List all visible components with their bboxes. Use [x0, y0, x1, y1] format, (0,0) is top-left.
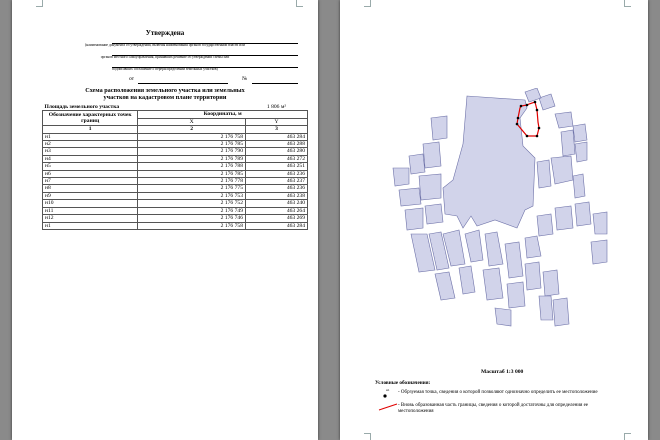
parcel-polygon — [483, 268, 503, 300]
parcel-polygon — [555, 206, 573, 230]
cadastral-map — [375, 88, 623, 350]
cell-n: н9 — [43, 192, 138, 199]
cell-y: 463 238 — [246, 192, 308, 199]
scheme-title-line-1: Схема расположения земельного участка или земельных — [85, 87, 245, 94]
cell-y: 463 236 — [246, 185, 308, 192]
parcel-polygon — [573, 174, 585, 198]
cell-n: н3 — [43, 148, 138, 155]
boundary-vertex — [536, 135, 539, 138]
parcel-polygon — [425, 204, 443, 224]
parcel-polygon — [525, 236, 541, 258]
cell-n: н8 — [43, 185, 138, 192]
col-num-3: 3 — [246, 126, 308, 133]
table-row — [43, 141, 308, 148]
table-number-row — [43, 126, 308, 133]
number-label: № — [242, 76, 248, 82]
cell-x: 2 176 778 — [138, 178, 246, 185]
boundary-vertex — [536, 109, 539, 112]
table-row — [43, 215, 308, 222]
table-row — [43, 185, 308, 192]
cell-y: 463 288 — [246, 141, 308, 148]
col-y-header: Y — [246, 118, 308, 125]
cell-n: н6 — [43, 170, 138, 177]
table-row — [43, 170, 308, 177]
table-row — [43, 192, 308, 199]
cell-n: н10 — [43, 200, 138, 207]
area-value: 1 806 м² — [266, 104, 287, 110]
parcel-polygon — [431, 116, 447, 140]
parcel-polygon — [409, 154, 425, 174]
parcel-polygon — [575, 202, 591, 226]
cell-y: 463 284 — [246, 222, 308, 229]
table-row — [43, 133, 308, 140]
cell-y: 463 269 — [246, 215, 308, 222]
crop-mark — [296, 0, 303, 7]
table-row — [43, 200, 308, 207]
boundary-vertex — [516, 123, 519, 126]
cell-y: 463 264 — [246, 207, 308, 214]
parcel-polygon — [591, 240, 607, 264]
cell-x: 2 176 749 — [138, 207, 246, 214]
legend-line-text-1: - Вновь образованная часть границы, сведения о которой достаточны для определения ее — [398, 403, 589, 408]
cell-y: 463 240 — [246, 200, 308, 207]
boundary-vertex — [538, 127, 541, 130]
parcel-polygon — [459, 266, 475, 294]
approval-title: Утверждена — [145, 29, 185, 37]
cell-y: 463 237 — [246, 178, 308, 185]
cell-x: 2 176 752 — [138, 200, 246, 207]
cell-n: н1 — [43, 133, 138, 140]
boundary-vertex — [534, 101, 537, 104]
crop-mark — [364, 0, 371, 7]
parcel-polygon — [505, 242, 523, 278]
cell-x: 2 176 785 — [138, 141, 246, 148]
table-row — [43, 148, 308, 155]
boundary-vertex — [526, 135, 529, 138]
date-field-line — [138, 83, 228, 84]
parcel-polygon — [575, 142, 587, 162]
table-row — [43, 163, 308, 170]
parcel-polygon — [543, 270, 559, 296]
cell-y: 463 272 — [246, 155, 308, 162]
table-row — [43, 207, 308, 214]
cell-n: н12 — [43, 215, 138, 222]
number-field-line — [252, 83, 298, 84]
crop-mark — [624, 0, 631, 7]
scheme-title-line-2: участков на кадастровом плане территории — [103, 94, 227, 101]
crop-mark — [36, 0, 43, 7]
coordinates-table — [42, 104, 308, 230]
cell-y: 463 280 — [246, 148, 308, 155]
cell-x: 2 176 753 — [138, 192, 246, 199]
parcel-polygon — [485, 232, 503, 266]
parcel-polygon — [423, 142, 441, 168]
cell-n: н11 — [43, 207, 138, 214]
legend-line-icon — [378, 402, 398, 412]
document-page-left — [12, 0, 318, 440]
cell-y: 463 284 — [246, 133, 308, 140]
parcel-polygon — [435, 272, 455, 300]
parcel-polygon — [405, 208, 423, 230]
cell-n: н2 — [43, 141, 138, 148]
parcel-polygon — [537, 214, 553, 236]
cell-x: 2 176 746 — [138, 215, 246, 222]
legend-point-label: н1 — [386, 388, 390, 392]
col-x-header: X — [138, 118, 246, 125]
parcel-polygon — [551, 156, 573, 184]
table-row — [43, 155, 308, 162]
approval-note-3: подписавших соглашение о перераспределении земельных участков) — [112, 67, 218, 71]
cell-n: н1 — [43, 222, 138, 229]
parcel-polygon — [593, 212, 607, 234]
legend-point-text: - Обрзуемая точка, сведения о которой позволяют однозначно определить ее местоположение — [398, 390, 598, 395]
cell-x: 2 176 758 — [138, 222, 246, 229]
cell-n: н7 — [43, 178, 138, 185]
cell-y: 463 236 — [246, 170, 308, 177]
parcel-polygon — [465, 230, 483, 262]
table-header-row — [43, 111, 308, 118]
map-scale: Масштаб 1:3 000 — [481, 369, 524, 375]
cell-x: 2 176 788 — [138, 163, 246, 170]
date-label: от — [129, 76, 135, 82]
approval-note-1: (наименование документа об утверждении, включая наименования органов государственной власти или — [85, 43, 245, 47]
parcel-polygon — [573, 124, 587, 142]
parcel-polygon — [539, 94, 555, 110]
boundary-vertex — [517, 117, 520, 120]
table-row — [43, 222, 308, 229]
cell-y: 463 251 — [246, 163, 308, 170]
cell-x: 2 176 789 — [138, 155, 246, 162]
cell-n: н4 — [43, 155, 138, 162]
parcel-polygon — [525, 88, 541, 102]
crop-mark — [364, 433, 371, 440]
area-label: Площадь земельного участка — [44, 104, 120, 110]
parcel-polygon — [555, 112, 573, 128]
parcel-polygon — [495, 308, 511, 326]
parcel-polygon — [507, 282, 525, 308]
legend-line-text-2: местоположения — [398, 409, 434, 414]
cell-x: 2 176 775 — [138, 185, 246, 192]
col-num-2: 2 — [138, 126, 246, 133]
col-coords-header: Координаты, м — [138, 111, 308, 118]
boundary-vertex — [526, 104, 529, 107]
cell-x: 2 176 790 — [138, 148, 246, 155]
parcel-polygon — [537, 160, 551, 188]
parcel-group — [393, 88, 607, 326]
parcel-polygon — [553, 298, 569, 326]
table-row — [43, 178, 308, 185]
cell-x: 2 176 785 — [138, 170, 246, 177]
col-point-header: Обозначение характерных точек границ — [43, 111, 138, 126]
parcel-polygon — [399, 188, 421, 206]
cell-n: н5 — [43, 163, 138, 170]
crop-mark — [624, 433, 631, 440]
parcel-polygon — [525, 262, 541, 290]
parcel-polygon — [393, 168, 409, 186]
legend-title: Условные обозначения: — [375, 380, 431, 386]
cell-x: 2 176 758 — [138, 133, 246, 140]
parcel-polygon — [443, 96, 535, 228]
parcel-polygon — [419, 174, 441, 200]
boundary-vertex — [520, 105, 523, 108]
col-num-1: 1 — [43, 126, 138, 133]
parcel-polygon — [539, 296, 553, 320]
approval-note-2: органов местного самоуправления, принявших решение об утверждении схемы или — [100, 55, 230, 59]
parcel-polygon — [561, 130, 575, 156]
area-row — [43, 104, 308, 111]
